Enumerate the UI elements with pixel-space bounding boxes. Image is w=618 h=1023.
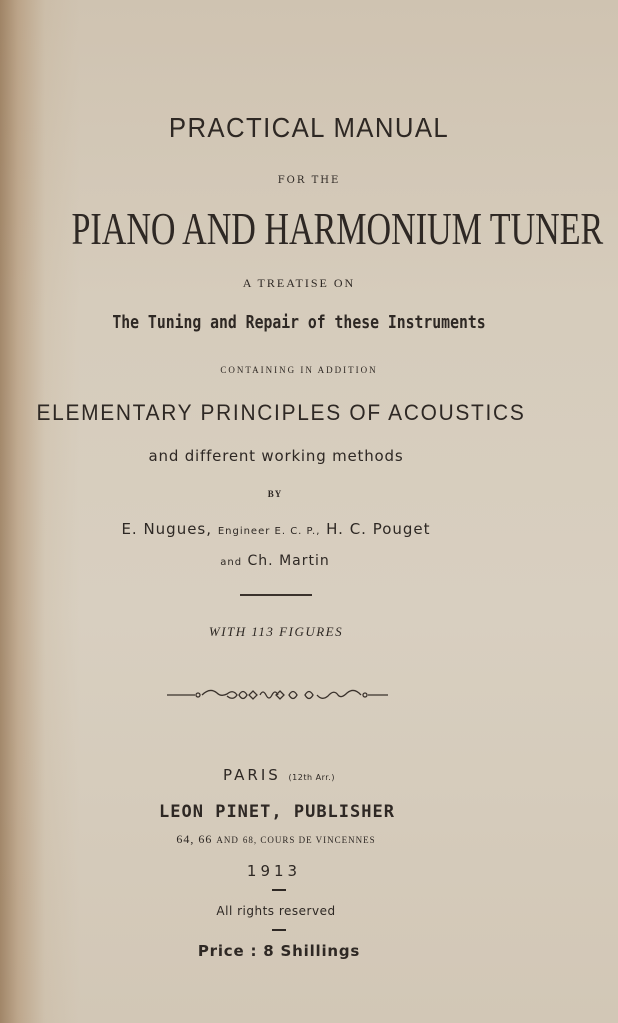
authors-line-1 (0, 520, 585, 538)
for-the-label: FOR THE (277, 175, 341, 186)
address-street: 68, COURS DE VINCENNES (242, 835, 376, 845)
figures-note: WITH 113 FIGURES (208, 624, 344, 639)
scroll-ornament-icon (165, 683, 390, 707)
publisher: LEON PINET, PUBLISHER (159, 802, 395, 822)
and-label: and (220, 557, 243, 568)
acoustics-heading: ELEMENTARY PRINCIPLES OF ACOUSTICS (36, 400, 526, 425)
publication-year: 1913 (246, 862, 302, 880)
methods-line: and different working methods (148, 447, 404, 465)
containing-label: CONTAINING IN ADDITION (220, 365, 378, 375)
title-line-1: PRACTICAL MANUAL (168, 112, 450, 143)
imprint-city (0, 766, 588, 784)
author-martin: Ch. Martin (247, 553, 330, 569)
rights-notice: All rights reserved (216, 904, 336, 918)
author-nugues-role: Engineer E. C. P., (217, 526, 321, 537)
treatise-label: A TREATISE ON (242, 276, 356, 290)
by-label: BY (267, 489, 283, 499)
subtitle: The Tuning and Repair of these Instruments (112, 312, 486, 333)
dash-divider-2 (272, 929, 286, 931)
authors-line-2 (0, 553, 584, 569)
publisher-address (0, 832, 585, 847)
address-and: AND (216, 835, 239, 845)
price: Price : 8 Shillings (197, 942, 361, 960)
dash-divider-1 (272, 889, 286, 891)
city: PARIS (223, 766, 281, 784)
arrondissement: (12th Arr.) (288, 773, 335, 782)
divider-rule (240, 594, 312, 596)
address-numbers: 64, 66 (176, 832, 213, 846)
author-pouget: H. C. Pouget (326, 520, 431, 538)
author-nugues: E. Nugues, (121, 520, 213, 538)
main-title: PIANO AND HARMONIUM TUNER (71, 203, 604, 254)
